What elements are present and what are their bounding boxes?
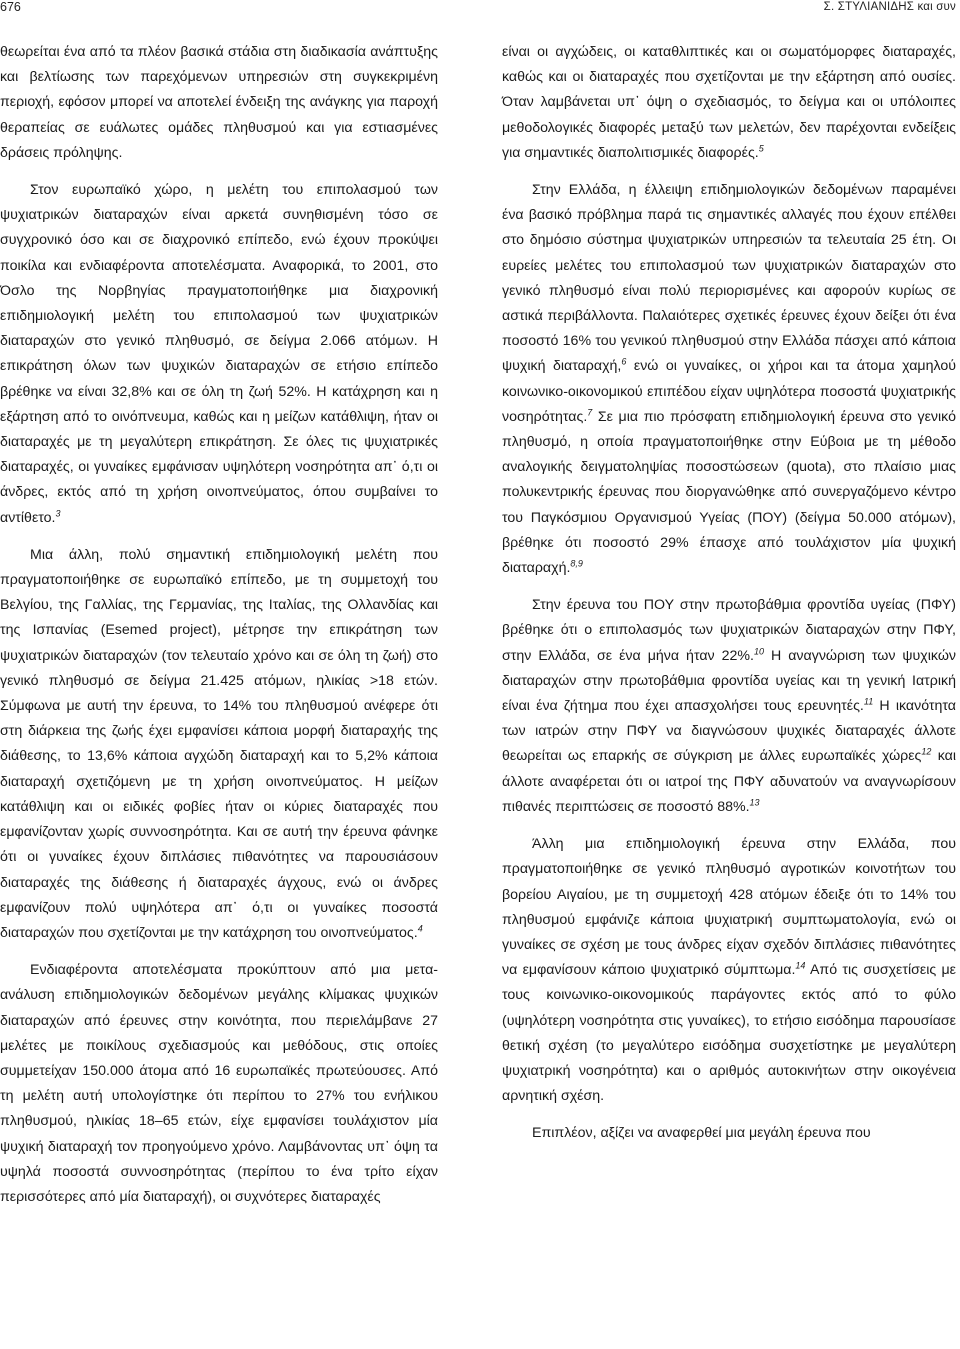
paragraph xyxy=(0,543,438,946)
reference-superscript: 12 xyxy=(921,746,932,757)
paragraph-text: Επιπλέον, αξίζει να αναφερθεί μια μεγάλη έρευνα που xyxy=(532,1125,871,1142)
reference-superscript: 5 xyxy=(758,143,764,154)
reference-superscript: 4 xyxy=(417,923,423,934)
reference-superscript: 13 xyxy=(749,797,760,808)
paragraph-text: ενώ οι γυναίκες, οι χήροι και τα άτομα χαμηλού κοινωνικο-οικονομικού επιπέδου είχαν υψηλότερα ποσοστά ψυχιατρικής νοσηρότητας. xyxy=(502,358,957,425)
paragraph xyxy=(502,1121,956,1146)
paragraph xyxy=(502,40,956,166)
paragraph-text: Στον ευρωπαϊκό χώρο, η μελέτη του επιπολασμού των ψυχιατρικών διαταραχών είναι αρκετά συνηθισμένη τόσο σε συγχρονικό όσο και σε διαχρονικό επίπεδο, ενώ έχουν προκύψει ποικίλα και ενδιαφέροντα αποτελέσματα. Αναφορικά, το 2001, στο Όσλο της Νορβηγίας πραγματοποιήθηκε μια διαχρονική επιδημιολογική μελέτη του επιπολασμού των ψυχιατρικών διαταραχών στο γενικό πληθυσμό, σε δείγμα 2.066 ατόμων. Η επικράτηση όλων των ψυχικών διαταραχών σε ετήσιο επίπεδο βρέθηκε να είναι 32,8% και σε όλη τη ζωή 52%. Η κατάχρηση και η εξάρτηση από το οινόπνευμα, καθώς και η μείζων κατάθλιψη, ήταν οι διαταραχές με τη μεγαλύτερη επικράτηση. Σε όλες τις ψυχιατρικές διαταραχές, οι γυναίκες εμφάνισαν υψηλότερη νοσηρότητα απ᾽ ό,τι οι άνδρες, εκτός από τη χρήση οινοπνεύματος, όπου συμβαίνει το αντίθετο. xyxy=(0,182,438,526)
paragraph-text: Στην έρευνα του ΠΟΥ στην πρωτοβάθμια φροντίδα υγείας (ΠΦΥ) βρέθηκε ότι ο επιπολασμός των ψυχιατρικών διαταραχών στην ΠΦΥ, στην Ελλάδα, σε ένα μήνα ήταν 22%. xyxy=(502,597,956,664)
paragraph xyxy=(502,593,956,820)
paragraph xyxy=(0,178,438,531)
paragraph-text: Από τις συσχετίσεις με τους κοινωνικο-οικονομικούς παράγοντες εκτός από το φύλο (υψηλότερη νοσηρότητα στις γυναίκες), το ετήσιο εισόδημα παρουσίασε θετική σχέση (το μεγαλύτερο εισόδημα συσχετίστηκε με μεγαλύτερη ψυχιατρική νοσηρότητα) και ο αριθμός αυτοκινήτων στην οικογένεια αρνητική σχέση. xyxy=(502,962,956,1105)
reference-superscript: 11 xyxy=(863,696,874,707)
paragraph xyxy=(0,40,438,166)
paragraph-text: και άλλοτε αναφέρεται ότι οι ιατροί της ΠΦΥ αδυνατούν να αναγνωρίσουν πιθανές περιπτώσεις σε ποσοστό 88%. xyxy=(502,748,957,815)
reference-superscript: 7 xyxy=(587,407,593,418)
running-head: Σ. ΣΤΥΛΙΑΝΙΔΗΣ και συν xyxy=(823,1,956,13)
paragraph-text: θεωρείται ένα από τα πλέον βασικά στάδια στη διαδικασία ανάπτυξης και βελτίωσης των παρεχόμενων υπηρεσιών στη συγκεκριμένη περιοχή, εφόσον μπορεί να αποτελεί ένδειξη της ανάγκης για παροχή θεραπείας σε ευάλωτες ομάδες πληθυσμού και για εστιασμένες δράσεις πρόληψης. xyxy=(0,44,438,161)
reference-superscript: 3 xyxy=(55,507,61,518)
paragraph-text: Ενδιαφέροντα αποτελέσματα προκύπτουν από μια μετα-ανάλυση επιδημιολογικών δεδομένων μεγάλης κλίμακας ψυχικών διαταραχών από έρευνες στην κοινότητα, που περιελάμβανε 27 μελέτες με ποικίλους σχεδιασμούς και μεθόδους, στις οποίες συμμετείχαν 150.000 άτομα από 16 ευρωπαϊκές πρωτεύουσες. Από τη μελέτη αυτή υπολογίστηκε ότι περίπου το 27% του ενήλικου πληθυσμού, ηλικίας 18–65 ετών, είχε εμφανίσει τουλάχιστον μία ψυχική διαταραχή τον προηγούμενο χρόνο. Λαμβάνοντας υπ᾽ όψη τα υψηλά ποσοστά συννοσηρότητας (περίπου το ένα τρίτο είχαν περισσότερες από μία διαταραχή), οι συχνότερες διαταραχές xyxy=(0,962,438,1205)
page-header xyxy=(0,0,960,16)
paragraph-text: Άλλη μια επιδημιολογική έρευνα στην Ελλάδα, που πραγματοποιήθηκε σε γενικό πληθυσμό αγροτικών κοινοτήτων του βορείου Αιγαίου, με τη συμμετοχή 428 ατόμων έδειξε ότι το 14% του πληθυσμού εμφάνιζε κάποια ψυχιατρική συμπτωματολογία, ενώ οι γυναίκες σε σχέση με τους άνδρες είχαν σχεδόν διπλάσιες πιθανότητες να εμφανίσουν κάποιο ψυχιατρικό σύμπτωμα. xyxy=(502,836,956,979)
paragraph xyxy=(502,178,956,581)
reference-superscript: 8,9 xyxy=(570,558,583,569)
paragraph-text: είναι οι αγχώδεις, οι καταθλιπτικές και οι σωματόμορφες διαταραχές, καθώς και οι διαταραχές που σχετίζονται με την εξάρτηση από ουσίες. Όταν λαμβάνεται υπ᾽ όψη ο σχεδιασμός, το δείγμα και οι υπόλοιπες μεθοδολογικές διαφορές μεταξύ των μελετών, δεν παρέχονται ενδείξεις για σημαντικές διαπολιτισμικές διαφορές. xyxy=(502,44,956,161)
paragraph xyxy=(502,832,956,1109)
reference-superscript: 6 xyxy=(621,356,627,367)
reference-superscript: 10 xyxy=(753,645,764,656)
right-column xyxy=(502,40,956,1159)
reference-superscript: 14 xyxy=(795,960,806,971)
paragraph-text: Μια άλλη, πολύ σημαντική επιδημιολογική μελέτη που πραγματοποιήθηκε σε ευρωπαϊκό επίπεδο, με τη συμμετοχή του Βελγίου, της Γαλλίας, της Γερμανίας, της Ιταλίας, της Ολλανδίας και της Ισπανίας (Esemed project), μέτρησε την επικράτηση των ψυχιατρικών διαταραχών (τον τελευταίο χρόνο και σε όλη τη ζωή) στο γενικό πληθυσμό σε δείγμα 21.425 ατόμων, ηλικίας >18 ετών. Σύμφωνα με αυτή την έρευνα, το 14% του πληθυσμού ανέφερε ότι στη διάρκεια της ζωής έχει εμφανίσει κάποια μορφή διαταραχής της διάθεσης, το 13,6% κάποια αγχώδη διαταραχή και το 5,2% κάποια διαταραχή σχετιζόμενη με τη χρήση οινοπνεύματος. Η μείζων κατάθλιψη και οι ειδικές φοβίες ήταν οι κύριες διαταραχές που εμφανίζονταν χωρίς συννοσηρότητα. Και σε αυτή την έρευνα φάνηκε ότι οι γυναίκες έχουν διπλάσιες πιθανότητες να παρουσιάσουν διαταραχές της διάθεσης ή διαταραχές άγχους, ενώ οι άνδρες εμφανίζουν πολύ υψηλότερα απ᾽ ό,τι οι γυναίκες ποσοστά διαταραχών που σχετίζονται με την κατάχρηση του οινοπνεύματος. xyxy=(0,546,438,941)
paragraph-text: Η ικανότητα των ιατρών στην ΠΦΥ να διαγνώσουν ψυχικές διαταραχές άλλοτε θεωρείται ως επαρκής σε σύγκριση με άλλες ευρωπαϊκές χώρες xyxy=(502,698,956,765)
left-column xyxy=(0,40,438,1222)
paragraph-text: Στην Ελλάδα, η έλλειψη επιδημιολογικών δεδομένων παραμένει ένα βασικό πρόβλημα παρά τις σημαντικές αλλαγές που έχουν επέλθει στο δημόσιο σύστημα ψυχιατρικών υπηρεσιών τα τελευταία 25 έτη. Οι ευρείες μελέτες του επιπολασμού των ψυχιατρικών διαταραχών στο γενικό πληθυσμό είναι πολύ περιορισμένες και αφορούν κυρίως σε αστικά περιβάλλοντα. Παλαιότερες σχετικές έρευνες έχουν δείξει ότι ένα ποσοστό 16% του γενικού πληθυσμού στην Ελλάδα πάσχει από κάποια ψυχική διαταραχή, xyxy=(502,182,956,375)
paragraph-text: Σε μια πιο πρόσφατη επιδημιολογική έρευνα στο γενικό πληθυσμό, η οποία πραγματοποιήθηκε στην Εύβοια με τη μέθοδο αναλογικής δειγματοληψίας ποσοστώσεων (quota), στο πλαίσιο μιας πολυκεντρικής έρευνας που διοργανώθηκε από συνεργαζόμενο κέντρο του Παγκόσμιου Οργανισμού Υγείας (ΠΟΥ) (δείγμα 50.000 ατόμων), βρέθηκε ότι ποσοστό 29% έπασχε από τουλάχιστον μία ψυχική διαταραχή. xyxy=(502,408,956,577)
page-number: 676 xyxy=(0,0,21,14)
paragraph xyxy=(0,958,438,1210)
paragraph-text: Η αναγνώριση των ψυχικών διαταραχών στην πρωτοβάθμια φροντίδα υγείας και τη γενική Ιατρική είναι ένα ζήτημα που έχει απασχολήσει τους ερευνητές. xyxy=(502,647,956,715)
